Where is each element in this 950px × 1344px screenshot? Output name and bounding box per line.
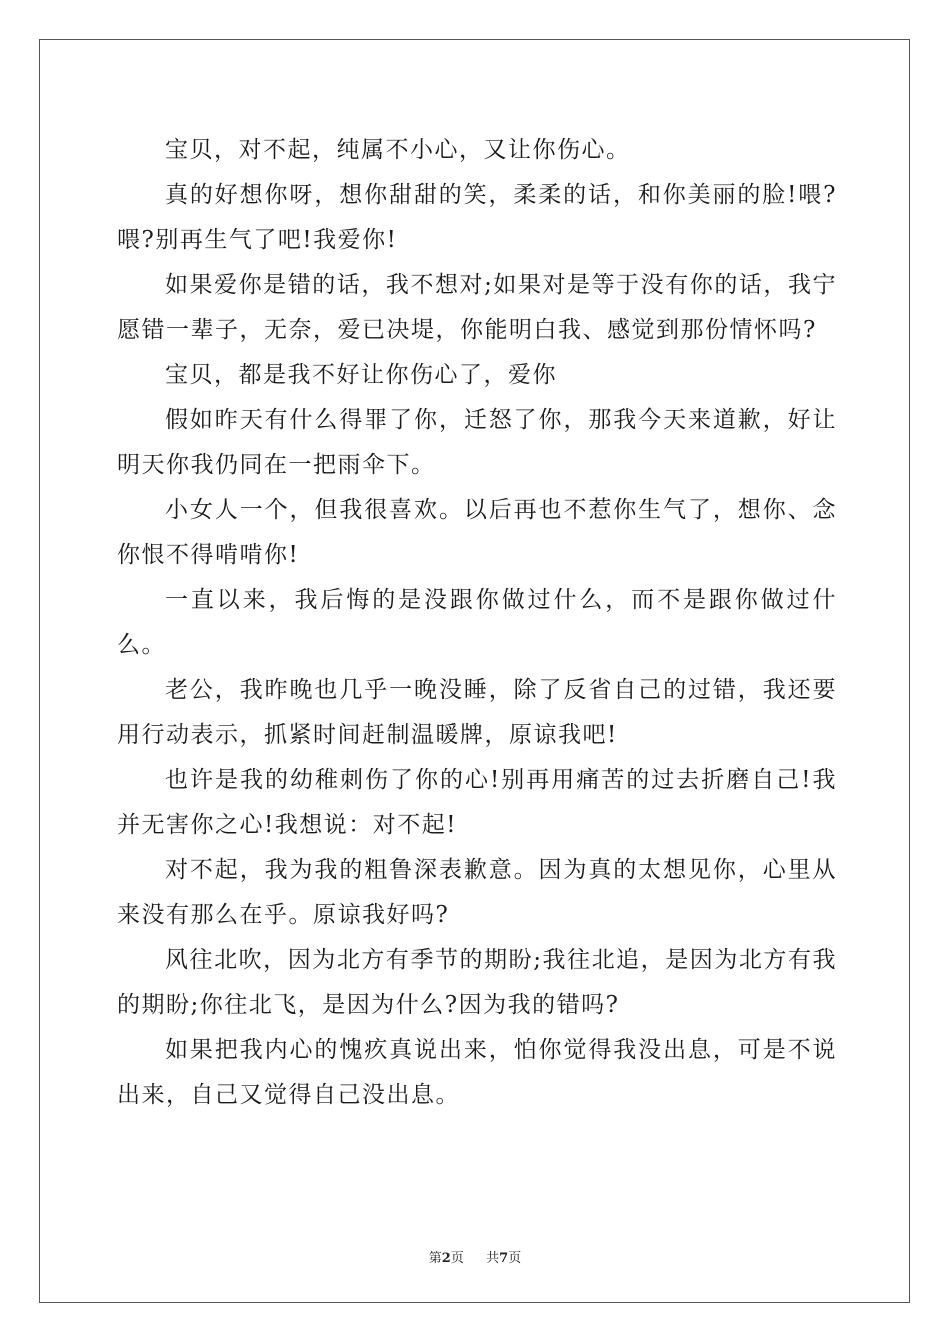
- page-prefix: 第: [428, 1251, 442, 1266]
- paragraph: 风往北吹，因为北方有季节的期盼;我往北追，是因为北方有我的期盼;你往北飞，是因为什么?因为我的错吗?: [117, 947, 837, 1018]
- paragraph: 小女人一个，但我很喜欢。以后再也不惹你生气了，想你、念你恨不得啃啃你!: [117, 497, 837, 568]
- paragraph: 宝贝，都是我不好让你伤心了，爱你: [165, 362, 557, 388]
- total-prefix: 共: [486, 1251, 500, 1266]
- paragraph: 真的好想你呀，想你甜甜的笑，柔柔的话，和你美丽的脸!喂?喂?别再生气了吧!我爱你!: [117, 182, 837, 253]
- paragraph: 如果爱你是错的话，我不想对;如果对是等于没有你的话，我宁愿错一辈子，无奈，爱已决堤，你能明白我、感觉到那份情怀吗?: [117, 272, 837, 343]
- total-suffix: 页: [508, 1251, 522, 1266]
- paragraph: 假如昨天有什么得罪了你，迁怒了你，那我今天来道歉，好让明天你我仍同在一把雨伞下。: [117, 407, 837, 478]
- page-footer: [0, 1247, 950, 1266]
- paragraph: 对不起，我为我的粗鲁深表歉意。因为真的太想见你，心里从来没有那么在乎。原谅我好吗?: [117, 857, 837, 928]
- page-suffix: 页: [450, 1251, 464, 1266]
- paragraph: 如果把我内心的愧疚真说出来，怕你觉得我没出息，可是不说出来，自己又觉得自己没出息。: [117, 1037, 837, 1108]
- paragraph: 一直以来，我后悔的是没跟你做过什么，而不是跟你做过什么。: [117, 587, 837, 658]
- paragraph: 老公，我昨晚也几乎一晚没睡，除了反省自己的过错，我还要用行动表示，抓紧时间赶制温暖牌，原谅我吧!: [117, 677, 837, 748]
- paragraph: 宝贝，对不起，纯属不小心，又让你伤心。: [165, 137, 631, 163]
- page-number: 2: [441, 1251, 451, 1266]
- total-pages-number: 7: [499, 1251, 509, 1266]
- page-indicator: [429, 1251, 468, 1266]
- total-pages-indicator: [482, 1251, 521, 1266]
- document-body: [117, 128, 837, 1118]
- paragraph: 也许是我的幼稚刺伤了你的心!别再用痛苦的过去折磨自己!我并无害你之心!我想说：对不起!: [117, 767, 837, 838]
